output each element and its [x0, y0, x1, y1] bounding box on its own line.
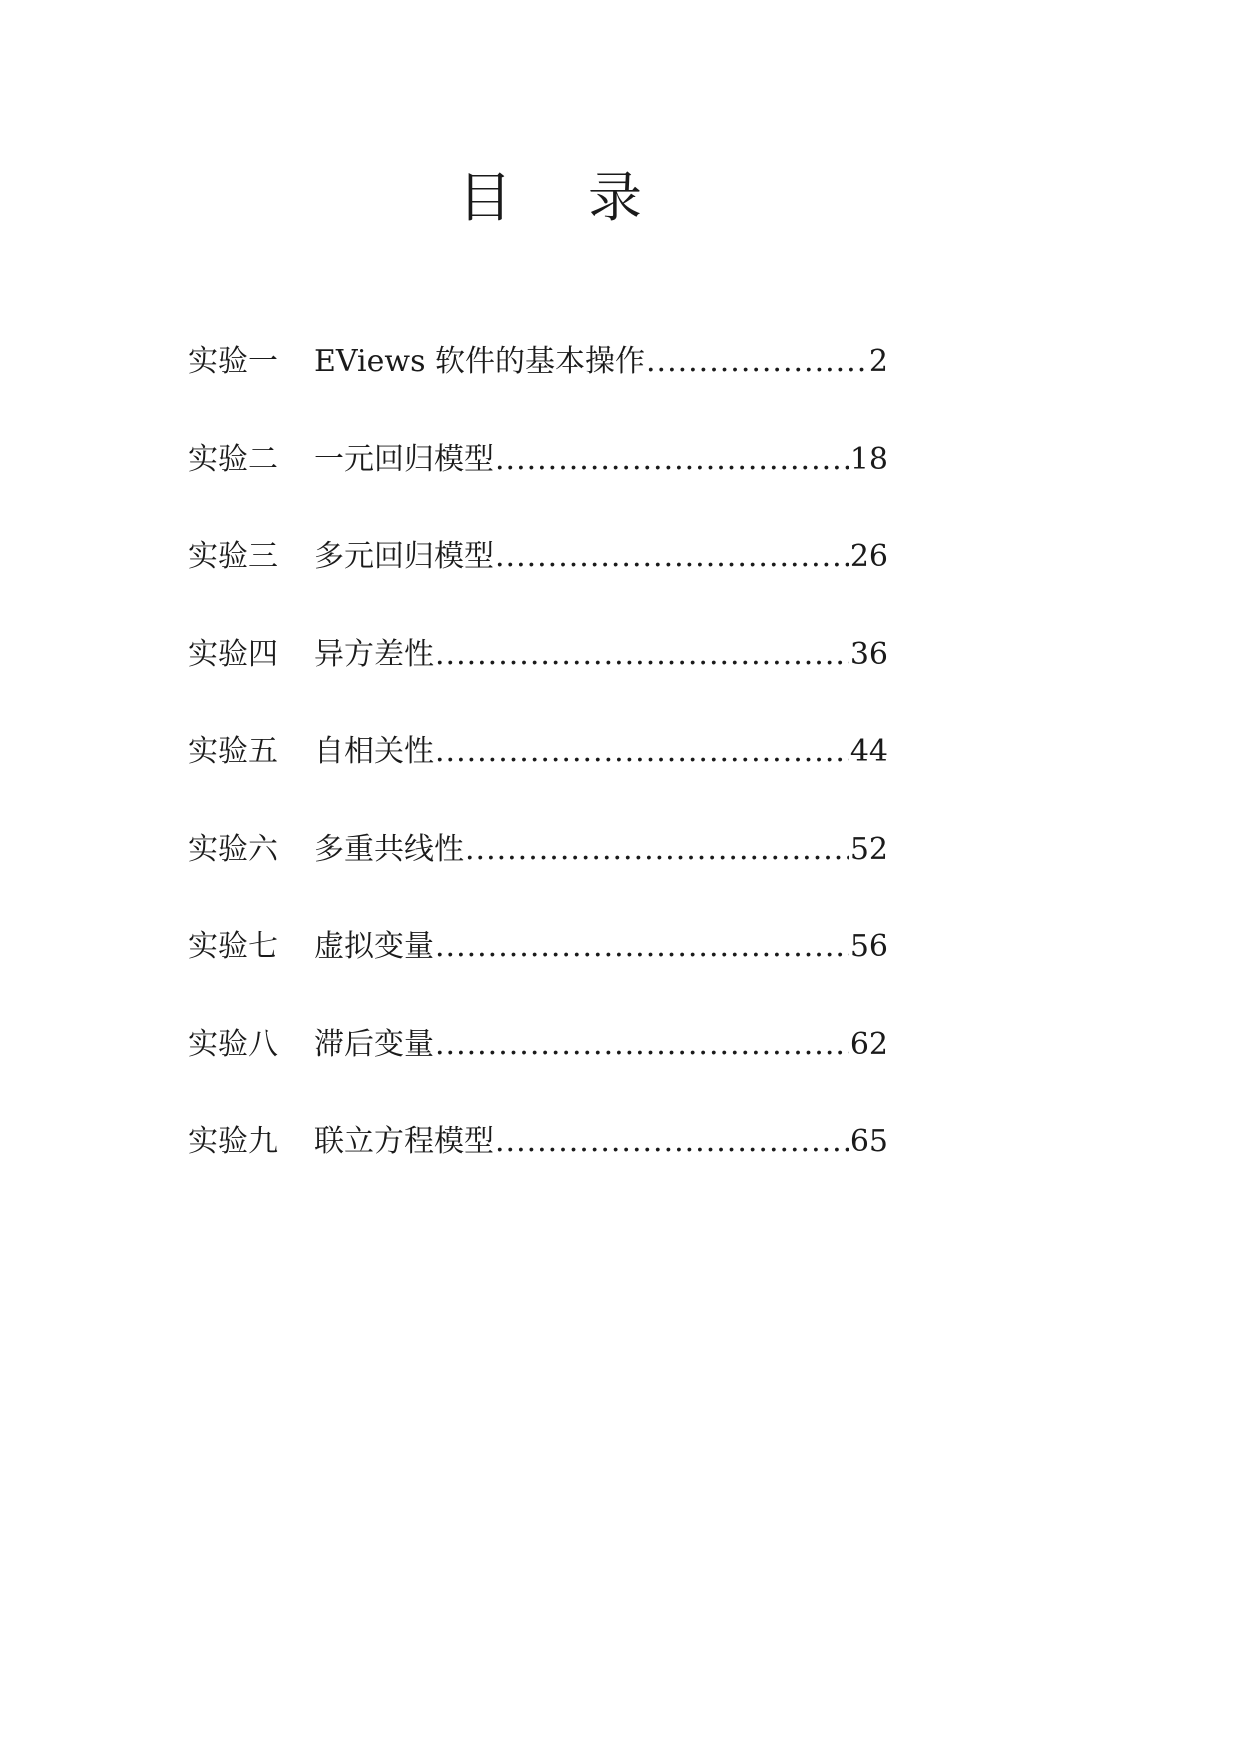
- toc-entry-9[interactable]: [188, 1116, 888, 1214]
- toc-entry-page: 36: [849, 636, 888, 672]
- toc-entry-label: 实验七: [188, 929, 278, 964]
- toc-dot-leader: [435, 726, 849, 778]
- toc-entry-title: 多重共线性: [314, 831, 464, 867]
- toc-dot-leader: [495, 1116, 849, 1168]
- toc-entry-4[interactable]: [188, 629, 888, 727]
- toc-entry-title: 异方差性: [314, 636, 434, 672]
- toc-entry-7[interactable]: [188, 921, 888, 1019]
- toc-entry-page: 65: [849, 1124, 888, 1159]
- toc-entry-page: 26: [849, 539, 888, 574]
- toc-entry-title: 联立方程模型: [314, 1124, 494, 1159]
- toc-entry-page: 2: [868, 344, 888, 379]
- page-title: [0, 166, 1100, 230]
- toc-dot-leader: [435, 1019, 849, 1071]
- toc-entry-title: EViews 软件的基本操作: [314, 344, 645, 379]
- toc-dot-leader: [646, 336, 868, 388]
- toc-entry-8[interactable]: [188, 1019, 888, 1117]
- toc-entry-label: 实验五: [188, 734, 278, 769]
- toc-entry-label: 实验八: [188, 1026, 278, 1062]
- toc-entry-title: 虚拟变量: [314, 929, 434, 964]
- toc-entry-1[interactable]: [188, 336, 888, 434]
- toc-entry-3[interactable]: [188, 531, 888, 629]
- toc-entry-label: 实验九: [188, 1124, 278, 1159]
- toc-entry-page: 44: [849, 734, 888, 769]
- toc-entry-page: 62: [849, 1026, 888, 1062]
- toc-dot-leader: [435, 921, 849, 973]
- toc-entry-title: 自相关性: [314, 734, 434, 769]
- toc-entry-label: 实验三: [188, 539, 278, 574]
- toc-entry-page: 52: [849, 831, 888, 867]
- toc-entry-title: 多元回归模型: [314, 539, 494, 574]
- toc-dot-leader: [465, 824, 849, 876]
- toc-entry-page: 18: [849, 441, 888, 477]
- toc-entry-6[interactable]: [188, 824, 888, 922]
- toc-dot-leader: [435, 629, 849, 681]
- toc-entry-label: 实验一: [188, 344, 278, 379]
- toc-entry-label: 实验二: [188, 441, 278, 477]
- toc-entry-2[interactable]: [188, 434, 888, 532]
- toc-entry-label: 实验六: [188, 831, 278, 867]
- toc-entry-label: 实验四: [188, 636, 278, 672]
- toc-entry-title: 滞后变量: [314, 1026, 434, 1062]
- toc-entry-5[interactable]: [188, 726, 888, 824]
- toc-entry-page: 56: [849, 929, 888, 964]
- title-char-2: 录: [588, 166, 642, 229]
- title-char-1: 目: [458, 166, 512, 229]
- table-of-contents: [188, 336, 888, 1214]
- toc-dot-leader: [495, 434, 849, 486]
- toc-dot-leader: [495, 531, 849, 583]
- toc-entry-title: 一元回归模型: [314, 441, 494, 477]
